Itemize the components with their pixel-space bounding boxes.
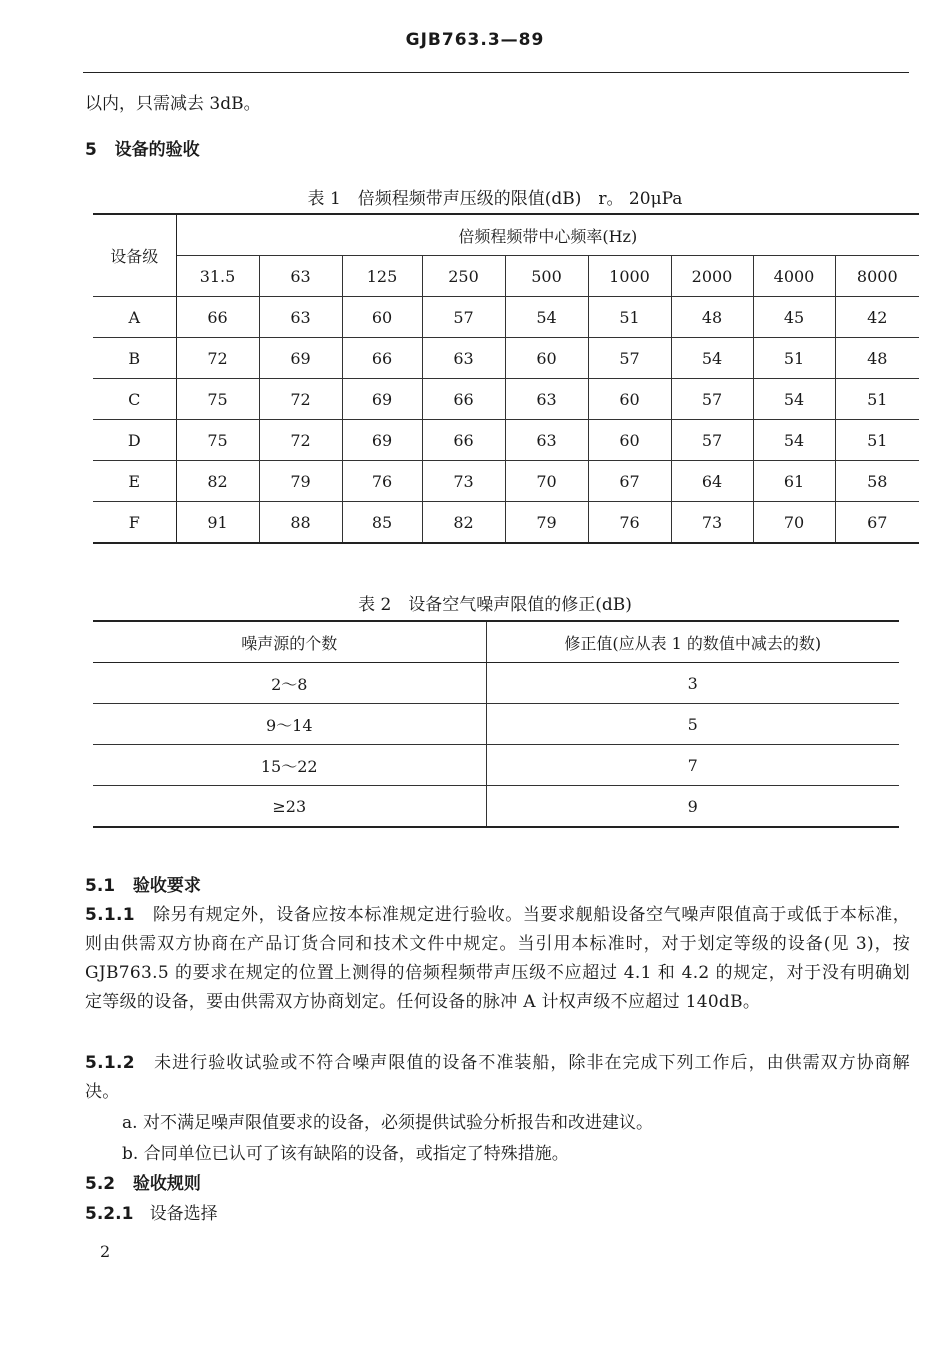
frequency-cell: 4000: [753, 256, 835, 297]
value-cell: 57: [588, 338, 671, 379]
frequency-cell: 63: [259, 256, 342, 297]
section-5-title: 设备的验收: [114, 140, 200, 160]
value-cell: 73: [671, 502, 753, 544]
value-cell: 57: [422, 297, 505, 338]
value-cell: 72: [176, 338, 259, 379]
value-cell: 54: [505, 297, 588, 338]
value-cell: 54: [671, 338, 753, 379]
section-5-2-1-number: 5.2.1: [85, 1204, 134, 1224]
value-cell: 76: [342, 461, 422, 502]
table2-header-correction: 修正值(应从表 1 的数值中减去的数): [486, 621, 899, 663]
list-item: b. 合同单位已认可了该有缺陷的设备，或指定了特殊措施。: [122, 1144, 569, 1164]
table1-frequency-row: [93, 256, 919, 297]
value-cell: 67: [588, 461, 671, 502]
value-cell: 72: [259, 420, 342, 461]
table-row: [93, 420, 919, 461]
section-5-2-1-heading: [85, 1204, 218, 1224]
value-cell: 79: [505, 502, 588, 544]
value-cell: 70: [505, 461, 588, 502]
table2-caption: 表 2 设备空气噪声限值的修正(dB): [358, 595, 632, 615]
source-count-cell: 15～22: [93, 745, 486, 786]
section-5-1-title: 验收要求: [132, 876, 201, 896]
value-cell: 48: [835, 338, 919, 379]
grade-cell: F: [93, 502, 176, 544]
section-5-1-heading: [85, 876, 201, 896]
list-item: a. 对不满足噪声限值要求的设备，必须提供试验分析报告和改进建议。: [122, 1113, 653, 1133]
correction-cell: 5: [486, 704, 899, 745]
value-cell: 79: [259, 461, 342, 502]
grade-cell: B: [93, 338, 176, 379]
section-5-2-title: 验收规则: [132, 1174, 201, 1194]
section-5-2-number: 5.2: [85, 1174, 116, 1194]
clause-number: 5.1.2: [85, 1053, 135, 1073]
clause-number: 5.1.1: [85, 905, 135, 925]
document-code: GJB763.3—89: [405, 30, 545, 50]
section-5-2-1-title: 设备选择: [149, 1204, 218, 1224]
paragraph-text: 未进行验收试验或不符合噪声限值的设备不准装船，除非在完成下列工作后，由供需双方协商解决。: [85, 1053, 910, 1102]
value-cell: 73: [422, 461, 505, 502]
table-row: [93, 379, 919, 420]
page-number: 2: [100, 1242, 111, 1261]
value-cell: 63: [422, 338, 505, 379]
value-cell: 57: [671, 420, 753, 461]
frequency-cell: 8000: [835, 256, 919, 297]
section-5-number: 5: [85, 140, 97, 160]
value-cell: 66: [422, 379, 505, 420]
frequency-cell: 31.5: [176, 256, 259, 297]
intro-line: 以内，只需减去 3dB。: [85, 94, 261, 114]
table2-header-row: [93, 621, 899, 663]
table-row: [93, 461, 919, 502]
value-cell: 63: [505, 379, 588, 420]
correction-cell: 9: [486, 786, 899, 828]
table1-caption: 表 1 倍频程频带声压级的限值(dB) r。 20μPa: [307, 189, 683, 209]
value-cell: 60: [505, 338, 588, 379]
value-cell: 91: [176, 502, 259, 544]
source-count-cell: ≥23: [93, 786, 486, 828]
value-cell: 54: [753, 420, 835, 461]
value-cell: 60: [588, 420, 671, 461]
section-5-2-heading: [85, 1174, 201, 1194]
source-count-cell: 9～14: [93, 704, 486, 745]
value-cell: 63: [259, 297, 342, 338]
value-cell: 60: [588, 379, 671, 420]
value-cell: 61: [753, 461, 835, 502]
grade-cell: E: [93, 461, 176, 502]
value-cell: 45: [753, 297, 835, 338]
value-cell: 85: [342, 502, 422, 544]
correction-cell: 7: [486, 745, 899, 786]
table-row: [93, 502, 919, 544]
table-row: [93, 786, 899, 828]
value-cell: 64: [671, 461, 753, 502]
grade-cell: D: [93, 420, 176, 461]
value-cell: 48: [671, 297, 753, 338]
grade-cell: C: [93, 379, 176, 420]
value-cell: 51: [835, 420, 919, 461]
header-rule: [83, 72, 909, 73]
value-cell: 88: [259, 502, 342, 544]
value-cell: 75: [176, 379, 259, 420]
value-cell: 66: [176, 297, 259, 338]
value-cell: 54: [753, 379, 835, 420]
table-row: [93, 338, 919, 379]
frequency-cell: 125: [342, 256, 422, 297]
section-5-1-number: 5.1: [85, 876, 116, 896]
value-cell: 42: [835, 297, 919, 338]
table-row: [93, 745, 899, 786]
source-count-cell: 2～8: [93, 663, 486, 704]
table1-row-header: 设备级: [93, 214, 176, 297]
value-cell: 69: [342, 420, 422, 461]
table-row: [93, 663, 899, 704]
value-cell: 51: [588, 297, 671, 338]
value-cell: 67: [835, 502, 919, 544]
correction-cell: 3: [486, 663, 899, 704]
table1-noise-limits: [93, 213, 919, 544]
value-cell: 82: [176, 461, 259, 502]
value-cell: 70: [753, 502, 835, 544]
value-cell: 72: [259, 379, 342, 420]
value-cell: 63: [505, 420, 588, 461]
value-cell: 66: [422, 420, 505, 461]
table1-group-header: 倍频程频带中心频率(Hz): [176, 214, 919, 256]
section-5-heading: [85, 140, 200, 160]
value-cell: 69: [342, 379, 422, 420]
value-cell: 57: [671, 379, 753, 420]
grade-cell: A: [93, 297, 176, 338]
paragraph-5-1-1: [85, 901, 910, 1017]
frequency-cell: 500: [505, 256, 588, 297]
value-cell: 69: [259, 338, 342, 379]
value-cell: 51: [753, 338, 835, 379]
value-cell: 82: [422, 502, 505, 544]
frequency-cell: 1000: [588, 256, 671, 297]
table-row: [93, 704, 899, 745]
value-cell: 60: [342, 297, 422, 338]
value-cell: 58: [835, 461, 919, 502]
value-cell: 75: [176, 420, 259, 461]
frequency-cell: 2000: [671, 256, 753, 297]
table2-correction-values: [93, 620, 899, 828]
value-cell: 76: [588, 502, 671, 544]
value-cell: 66: [342, 338, 422, 379]
frequency-cell: 250: [422, 256, 505, 297]
value-cell: 51: [835, 379, 919, 420]
table-row: [93, 297, 919, 338]
paragraph-text: 除另有规定外，设备应按本标准规定进行验收。当要求舰船设备空气噪声限值高于或低于本标准，则由供需双方协商在产品订货合同和技术文件中规定。当引用本标准时，对于划定等级的设备(见 3)，按 GJB763.5 的要求在规定的位置上测得的倍频程频带声压级不应超过 4.1 和 4.2 的规定，对于没有明确划定等级的设备，要由供需双方协商划定。任何设备的脉冲 A 计权声级不应超过 140dB。: [85, 905, 910, 1012]
table2-header-count: 噪声源的个数: [93, 621, 486, 663]
paragraph-5-1-2: [85, 1049, 910, 1107]
